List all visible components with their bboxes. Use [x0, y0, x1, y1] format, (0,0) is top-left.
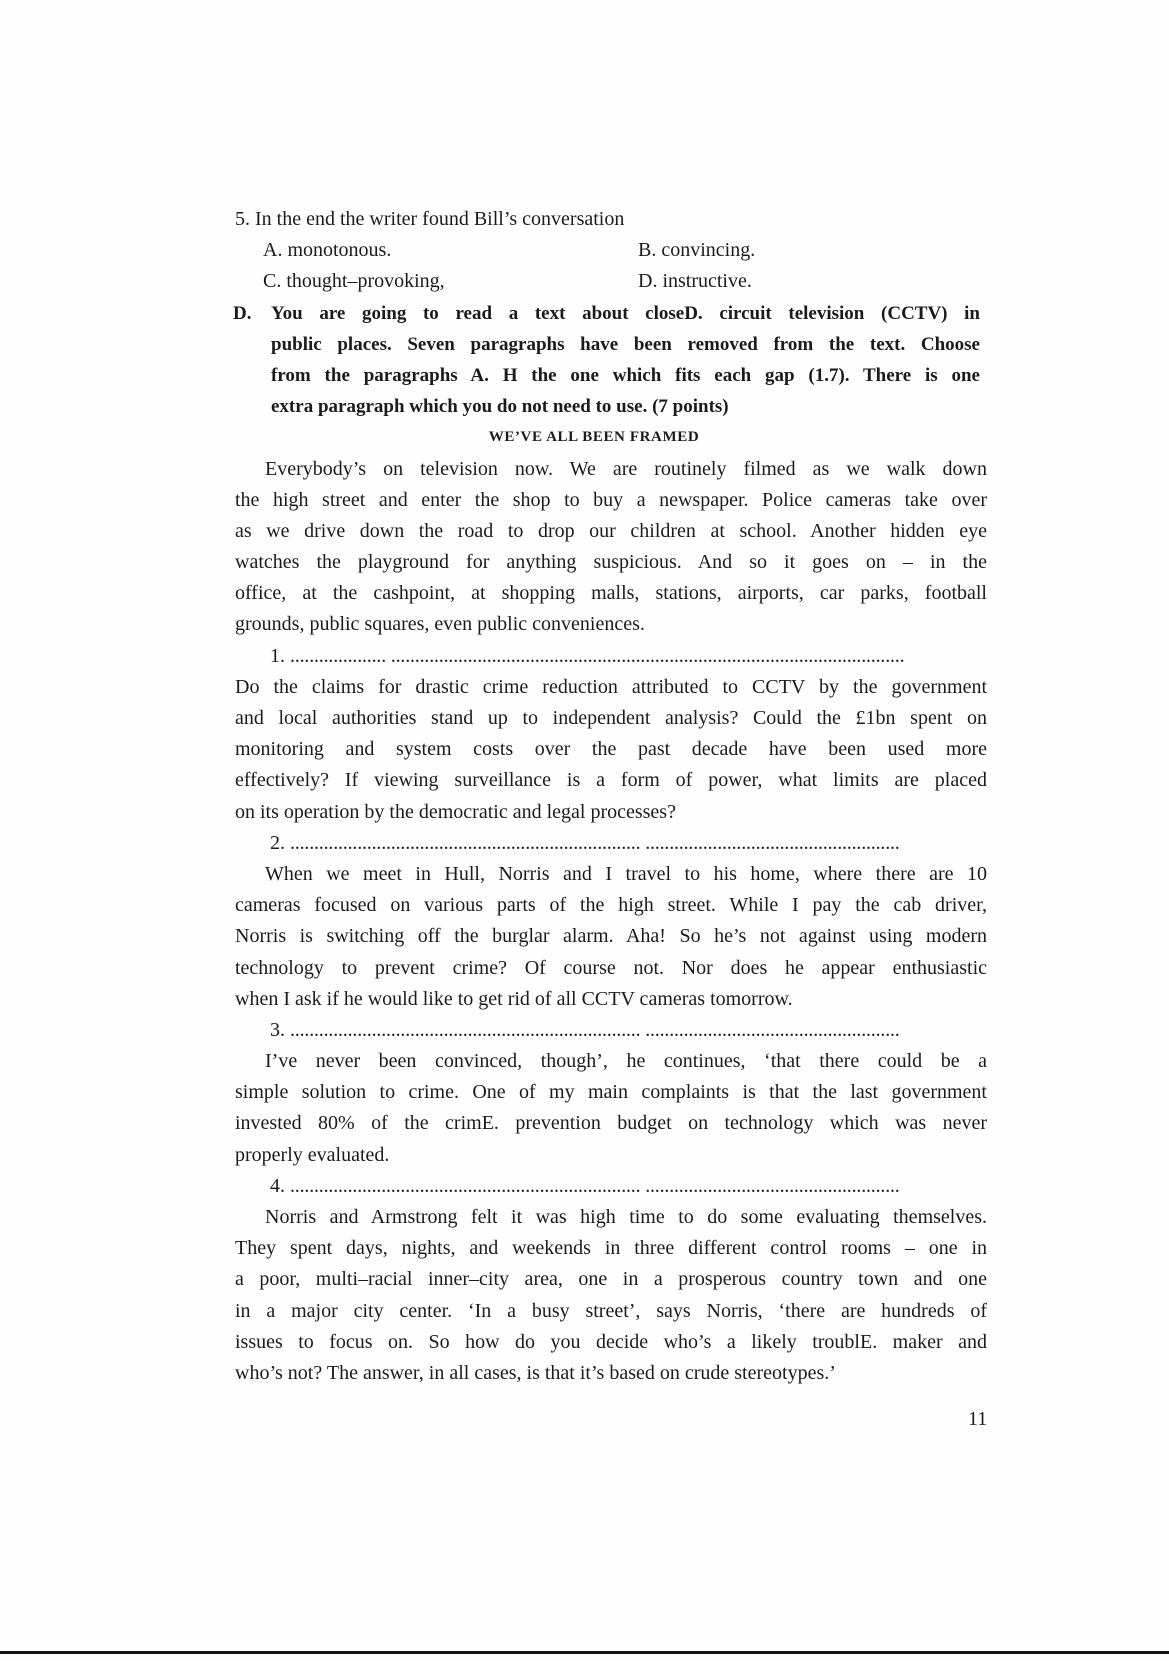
paragraph-line: and local authorities stand up to independent analysis? Could the £1bn spent on	[235, 707, 987, 729]
page-number: 11	[968, 1408, 988, 1430]
question-5-options-row-2	[235, 266, 987, 297]
paragraph-line: invested 80% of the crimE. prevention budget on technology which was never	[235, 1112, 987, 1135]
document-page	[235, 204, 987, 1389]
option-c: C. thought–provoking,	[263, 270, 445, 293]
paragraph-line: in a major city center. ‘In a busy street’, says Norris, ‘there are hundreds of	[235, 1299, 987, 1322]
answer-gap-2	[235, 828, 970, 859]
paragraph-line: when I ask if he would like to get rid of all CCTV cameras tomorrow.	[235, 987, 793, 1010]
article-paragraph	[235, 859, 987, 1015]
paragraph-line: on its operation by the democratic and legal processes?	[235, 800, 676, 823]
answer-gap-1	[235, 641, 970, 672]
paragraph-line: cameras focused on various parts of the high street. While I pay the cab driver,	[235, 894, 987, 917]
gap-number: 2.	[270, 831, 285, 854]
paragraph-line: Everybody’s on television now. We are routinely filmed as we walk down	[265, 457, 987, 480]
paragraph-line: When we meet in Hull, Norris and I travel to his home, where there are 10	[265, 862, 987, 885]
gap-dotted-line: ......................................................................... .....................................................	[290, 831, 900, 854]
option-a: A. monotonous.	[263, 239, 392, 262]
paragraph-line: issues to focus on. So how do you decide who’s a likely troublE. maker and	[235, 1330, 987, 1353]
paragraph-line: I’ve never been convinced, though’, he continues, ‘that there could be a	[265, 1050, 987, 1073]
paragraph-line: the high street and enter the shop to buy a newspaper. Police cameras take over	[235, 488, 987, 511]
question-5-stem: 5. In the end the writer found Bill’s conversation	[235, 208, 625, 230]
paragraph-line: watches the playground for anything suspicious. And so it goes on – in the	[235, 551, 987, 574]
article-paragraph	[235, 1046, 987, 1171]
instruction-line: You are going to read a text about closeD. circuit television (CCTV) in	[271, 302, 980, 324]
instruction-line: from the paragraphs A. H the one which fits each gap (1.7). There is one	[271, 364, 980, 386]
section-d-instructions	[235, 298, 980, 423]
scan-bottom-edge-line	[0, 1651, 1169, 1654]
paragraph-line: who’s not? The answer, in all cases, is that it’s based on crude stereotypes.’	[235, 1361, 836, 1384]
gap-dotted-line: ......................................................................... .....................................................	[290, 1018, 900, 1041]
article-paragraph	[235, 454, 987, 641]
question-5-options-row-1	[235, 235, 987, 266]
article-paragraph	[235, 672, 987, 828]
paragraph-line: properly evaluated.	[235, 1143, 390, 1166]
paragraph-line: Do the claims for drastic crime reduction attributed to CCTV by the government	[235, 675, 987, 698]
paragraph-line: office, at the cashpoint, at shopping malls, stations, airports, car parks, football	[235, 582, 987, 605]
paragraph-line: a poor, multi–racial inner–city area, one in a prosperous country town and one	[235, 1268, 987, 1291]
paragraph-line: Norris is switching off the burglar alarm. Aha! So he’s not against using modern	[235, 925, 987, 948]
paragraph-line: as we drive down the road to drop our children at school. Another hidden eye	[235, 519, 987, 542]
article-title: WE’VE ALL BEEN FRAMED	[488, 429, 700, 446]
article-paragraph	[235, 1202, 987, 1389]
gap-dotted-line: ......................................................................... .....................................................	[290, 1174, 900, 1197]
paragraph-line: They spent days, nights, and weekends in three different control rooms – one in	[235, 1237, 987, 1260]
gap-number: 1.	[270, 644, 285, 667]
paragraph-line: technology to prevent crime? Of course not. Nor does he appear enthusiastic	[235, 956, 987, 979]
gap-dotted-line: .................... ...........................................................................................................	[290, 644, 905, 667]
gap-number: 3.	[270, 1018, 285, 1041]
answer-gap-4	[235, 1171, 970, 1202]
instruction-line: public places. Seven paragraphs have been removed from the text. Choose	[271, 333, 980, 355]
paragraph-line: monitoring and system costs over the past decade have been used more	[235, 738, 987, 761]
paragraph-line: simple solution to crime. One of my main complaints is that the last government	[235, 1081, 987, 1104]
option-d: D. instructive.	[638, 270, 752, 293]
option-b: B. convincing.	[638, 239, 756, 262]
paragraph-line: effectively? If viewing surveillance is a form of power, what limits are placed	[235, 769, 987, 792]
section-d-label: D.	[233, 302, 252, 324]
instruction-line: extra paragraph which you do not need to use. (7 points)	[271, 396, 729, 418]
answer-gap-3	[235, 1015, 970, 1046]
gap-number: 4.	[270, 1174, 285, 1197]
paragraph-line: Norris and Armstrong felt it was high time to do some evaluating themselves.	[265, 1206, 987, 1228]
paragraph-line: grounds, public squares, even public conveniences.	[235, 613, 645, 636]
